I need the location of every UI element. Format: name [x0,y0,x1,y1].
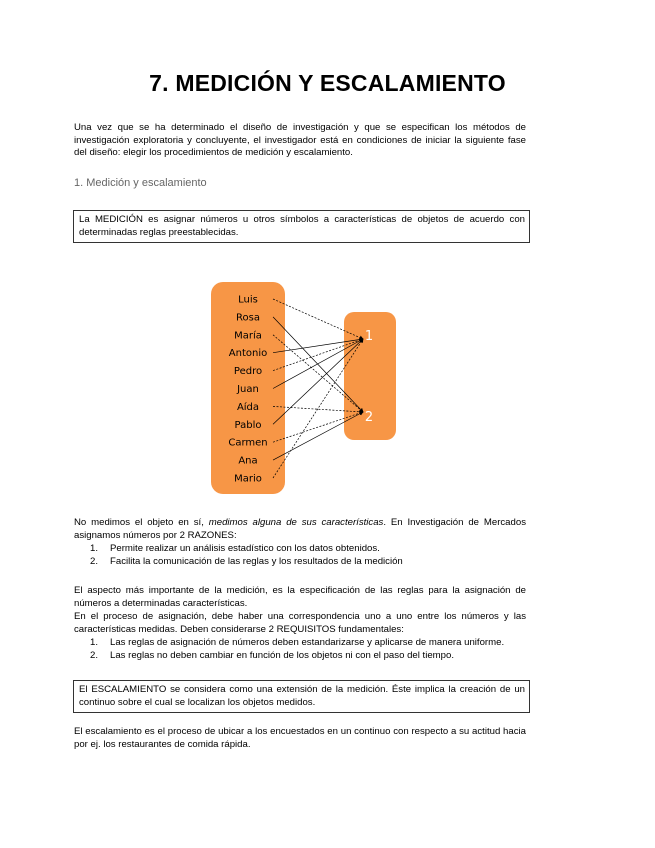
list-item: 1. Permite realizar un análisis estadístico con los datos obtenidos. [90,543,380,554]
diagram-name-rosa: Rosa [236,312,260,324]
reasons-paragraph [74,517,526,542]
reasons-lead: No medimos el objeto en sí, [74,517,209,528]
list-item: 1. Las reglas de asignación de números deben estandarizarse y aplicarse de manera uniforme. [90,637,505,648]
closing-paragraph: El escalamiento es el proceso de ubicar a los encuestados en un continuo con respecto a su actitud hacia por ej. los restaurantes de comida rápida. [74,726,526,750]
diagram-name-ana: Ana [238,455,258,467]
diagram-name-juan: Juan [237,384,259,395]
diagram-name-pedro: Pedro [233,366,263,378]
diagram-name-luis: Luis [238,294,258,306]
escalamiento-box: El ESCALAMIENTO se considera como una extensión de la medición. Éste implica la creación de un continuo sobre el cual se localizan los objetos medidos. [73,680,530,713]
diagram-number-1: 1 [364,329,374,344]
rules-paragraph-2: En el proceso de asignación, debe haber una correspondencia uno a uno entre los números y las características medidas. Deben considerarse 2 REQUISITOS fundamentales: [74,611,526,635]
diagram-name-antonio: Antonio [228,348,268,360]
list-item: 2. Las reglas no deben cambiar en función de los objetos ni con el paso del tiempo. [90,649,454,661]
page-title: 7. MEDICIÓN Y ESCALAMIENTO [149,70,506,96]
rules-list [90,637,504,662]
diagram-name-aída: Aída [236,401,260,413]
diagram-name-carmen: Carmen [228,437,268,449]
diagram-name-maría: María [234,330,262,342]
intro-paragraph: Una vez que se ha determinado el diseño de investigación y que se especifican los métodos de investigación exploratoria y concluyente, el investigador está en condiciones de iniciar la siguiente fase del diseño: elegir los procedimientos de medición y escalamiento. [74,122,526,159]
rules-paragraph-1: El aspecto más importante de la medición, es la especificación de las reglas para la asignación de números a determinadas características. [74,585,526,609]
definition-box: La MEDICIÓN es asignar números u otros símbolos a características de objetos de acuerdo con determinadas reglas preestablecidas. [73,210,530,243]
diagram-name-mario: Mario [234,473,262,485]
list-item: 2. Facilita la comunicación de las reglas y los resultados de la medición [90,555,403,567]
diagram-number-2: 2 [364,410,374,425]
reasons-italic: medimos alguna de sus características [208,517,384,528]
reasons-list [90,543,403,568]
reasons-rest: . En Investigación de Mercados asignamos números por 2 RAZONES: [74,517,526,541]
section-heading: 1. Medición y escalamiento [74,177,207,189]
diagram-name-pablo: Pablo [234,419,262,431]
